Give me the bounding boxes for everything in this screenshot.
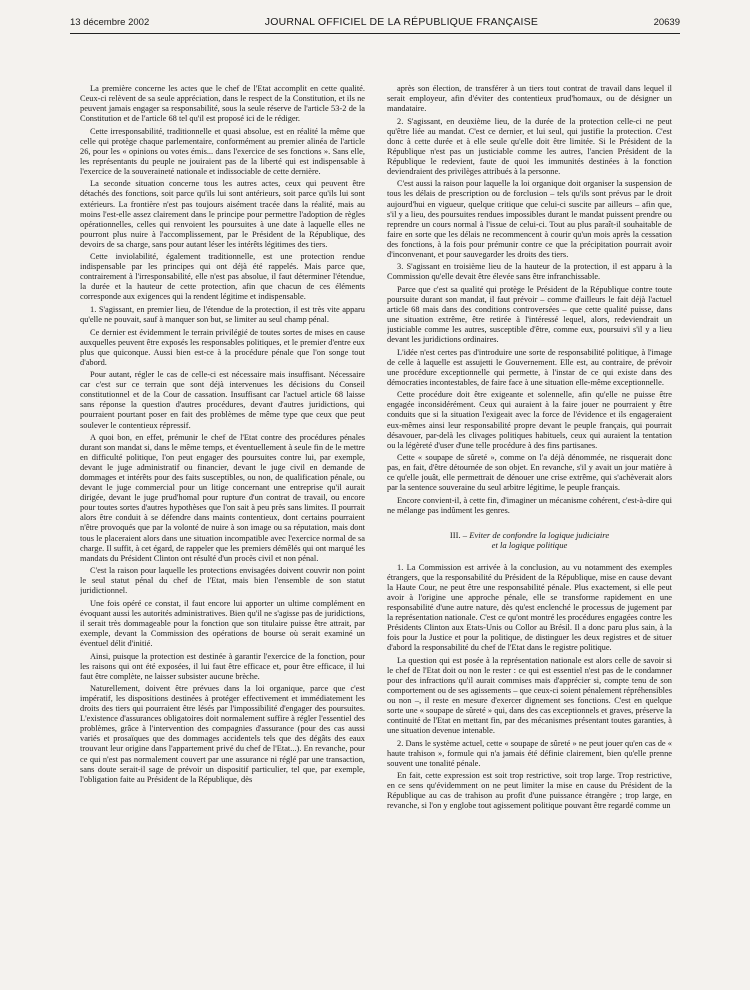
paragraph: La première concerne les actes que le chef de l'Etat accomplit en cette qualité. Ceux-ci relèvent de sa seule appréciation, dans le respect de la Constitution, et ils ne peuvent jamais engager sa responsabilité, sous la seule réserve de l'article 53-2 de la Constitution et de l'article 68 tel qu'il est proposé ici de le rédiger. — [80, 84, 365, 124]
section-number: III. – — [449, 529, 468, 540]
paragraph: En fait, cette expression est soit trop restrictive, soit trop large. Trop restrictive, en ce sens qu'évidemment on ne peut limiter la mise en cause du Président de la République au cas de trahison au profit d'une puissance étrangère ; trop large, en revanche, si l'on y englobe tout agissement politique pouvant être regardé comme un — [387, 771, 672, 811]
paragraph: Encore convient-il, à cette fin, d'imaginer un mécanisme cohérent, c'est-à-dire qui ne mélange pas indûment les genres. — [387, 495, 672, 515]
paragraph: Ce dernier est évidemment le terrain privilégié de toutes sortes de mises en cause auxquelles peuvent être exposés les responsables politiques, et le premier d'entre eux plus que quiconque. Aussi bien est-ce à la procédure pénale que l'on songe tout d'abord. — [80, 327, 365, 367]
page-number: 20639 — [653, 16, 680, 28]
body-columns — [80, 84, 672, 964]
paragraph: Parce que c'est sa qualité qui protège le Président de la République contre toute poursuite durant son mandat, il faut prévoir – comme d'ailleurs le fait déjà l'actuel article 68 mais dans des conditions controversées – que cette qualité puisse, dans une situation extrême, être retirée à l'intéressé lequel, alors, redeviendrait un justiciable comme les autres, susceptible d'être, comme eux, poursuivi s'il y a lieu devant les juridictions ordinaires. — [387, 284, 672, 345]
section-title-line1: Eviter de confondre la logique judiciaire — [469, 529, 610, 540]
paragraph: après son élection, de transférer à un tiers tout contrat de travail dans lequel il serait employeur, afin d'éviter des contentieux prud'homaux, ou de désigner un mandataire. — [387, 84, 672, 114]
paragraph: 2. Dans le système actuel, cette « soupape de sûreté » ne peut jouer qu'en cas de « haute trahison », formule qui n'a jamais été définie clairement, bien qu'elle prenne souvent une tonalité pénale. — [387, 738, 672, 768]
paragraph: La question qui est posée à la représentation nationale est alors celle de savoir si le chef de l'Etat doit ou non le rester : ce qui est essentiel n'est pas de le condamner pour des infractions qu'il aurait commises mais d'apprécier si, compte tenu de son comportement ou de ses agissements – que ceux-ci soient pénalement répréhensibles ou non –, il reste en mesure d'exercer dignement ses fonctions. C'est en quelque sorte une « soupape de sûreté » qui, dans des cas exceptionnels et graves, préserve la continuité de l'Etat en mettant fin, par des mécanismes présentant toutes garanties, à une situation devenue intenable. — [387, 655, 672, 735]
paragraph: C'est aussi la raison pour laquelle la loi organique doit organiser la suspension de tous les délais de prescription ou de forclusion – tels qu'ils sont prévus par le droit aujourd'hui en vigueur, quelque critique que celui-ci suscite par ailleurs – afin que, s'il y a lieu, des poursuites rendues impossibles durant le mandat puissent prendre ou reprendre un cours normal à l'issue de celui-ci. Tout au plus paraît-il souhaitable de faire en sorte que les délais ne recommencent à courir qu'un mois après la cessation des fonctions, à la fois pour prémunir contre ce que la précipitation pourrait avoir d'inconvenant, et pour sauvegarder les droits des tiers. — [387, 179, 672, 259]
section-heading — [387, 530, 672, 551]
paragraph: A quoi bon, en effet, prémunir le chef de l'Etat contre des procédures pénales durant son mandat si, dans le même temps, et éventuellement à seule fin de le mettre en difficulté politique, l'on peut engager des poursuites contre lui, par exemple, devant le juge administratif ou financier, devant le juge civil en demande de dommages et intérêts pour des faits susceptibles, ou non, de qualification pénale, ou devant le juge commercial pour un litige concernant une entreprise qu'il aurait dirigée, devant le juge prud'homal pour rupture d'un contrat de travail, ou encore pour toutes sortes d'autres hypothèses que l'on sait à peu près sans limites. Il pourrait alors être conduit à se défendre dans maints contentieux, dont certains pourraient n'être provoqués que par la volonté de nuire à son image ou sa réputation, mais dont tous le placeraient alors dans une situation incompatible avec l'exercice normal de sa charge. Il suffit, à cet égard, de rappeler que les premiers démêlés qui ont marqué les mandats du Président Clinton ont résulté d'un procès civil et non pénal. — [80, 433, 365, 563]
paragraph: 2. S'agissant, en deuxième lieu, de la durée de la protection celle-ci ne peut qu'être liée au mandat. C'est ce dernier, et lui seul, qui justifie la protection. C'est donc à cette durée et à elle seule qu'elle doit être limitée. Si le Président de la République n'est pas un justiciable comme les autres, l'ancien Président de la République le redevient, faute de quoi les immunités destinées à la fonction deviendraient des privilèges attribués à la personne. — [387, 116, 672, 176]
paragraph: Naturellement, doivent être prévues dans la loi organique, parce que c'est impératif, les dispositions destinées à protéger effectivement et immédiatement les droits des tiers qui pourraient être lésés par l'impossibilité d'engager des poursuites. L'existence d'assurances obligatoires doit normalement suffire à régler l'essentiel des problèmes, grâce à l'intervention des compagnies d'assurance (pour des cas aussi variés et prosaïques que des dommages accidentels tels que des dégâts des eaux trouvant leur origine dans l'appartement privé du chef de l'Etat...). En revanche, pour ce qui n'est pas normalement couvert par une assurance ni réglé par une transaction, sans doute serait-il sage de prévoir un dispositif particulier, tel que, par exemple, l'obligation faite au Président de la République, dès — [80, 684, 365, 784]
paragraph: Une fois opéré ce constat, il faut encore lui apporter un ultime complément en évoquant aussi les autorités administratives. Bien qu'il ne s'agisse pas de juridictions, il serait très dommageable pour la fonction que son titulaire puisse être attrait, par exemple, devant la Commission des opérations de bourse où serait examiné un éventuel délit d'initié. — [80, 598, 365, 648]
section-title-line2: et la logique politique — [491, 540, 568, 551]
left-column — [80, 84, 365, 964]
paragraph: L'idée n'est certes pas d'introduire une sorte de responsabilité politique, à l'image de celle à laquelle est assujetti le Gouvernement. Elle est, au contraire, de prévoir une procédure exceptionnelle qui permette, à l'instar de ce qui existe dans des démocraties incontestables, de faire face à une situation elle-même exceptionnelle. — [387, 347, 672, 387]
paragraph: Cette procédure doit être exigeante et solennelle, afin qu'elle ne puisse être engagée inconsidérément. Ceux qui auraient à la faire jouer ne pourraient y être conduits que si la situation l'exigeait avec la force de l'évidence et ils engageraient eux-mêmes ainsi leur responsabilité propre devant le peuple français, qui pourrait désavouer, par-delà les clivages politiques habituels, ceux qui auraient la tentation ou la légèreté d'user d'une telle procédure à des fins partisanes. — [387, 390, 672, 450]
paragraph: Ainsi, puisque la protection est destinée à garantir l'exercice de la fonction, pour les raisons qui ont été exposées, il lui faut être efficace et, pour être efficace, il lui faut être complète, ne laisser subsister aucune brèche. — [80, 651, 365, 681]
paragraph: 1. S'agissant, en premier lieu, de l'étendue de la protection, il est très vite apparu qu'elle ne pouvait, sauf à manquer son but, se limiter au seul champ pénal. — [80, 304, 365, 325]
header-rule — [70, 33, 680, 34]
paragraph: C'est la raison pour laquelle les protections envisagées doivent couvrir non point le seul statut pénal du chef de l'Etat, mais bien l'ensemble de son statut juridictionnel. — [80, 566, 365, 596]
paragraph: Cette « soupape de sûreté », comme on l'a déjà dénommée, ne risquerait donc pas, en fait, d'être détournée de son objet. En revanche, s'il y avait un jour matière à ce qu'elle jouât, elle permettrait de dénouer une crise extrême, qui s'achèverait alors par la sentence souveraine du seul arbitre légitime, le peuple français. — [387, 453, 672, 493]
paragraph: Cette irresponsabilité, traditionnelle et quasi absolue, est en réalité la même que celle qui protège chaque parlementaire, conformément au premier alinéa de l'article 26, pour les « opinions ou votes émis... dans l'exercice de ses fonctions ». Sans elle, les représentants du peuple ne jouiraient pas de la liberté qui est indispensable à l'exercice de la souveraineté nationale et indissociable de cette dernière. — [80, 126, 365, 176]
paragraph: 3. S'agissant en troisième lieu de la hauteur de la protection, il est apparu à la Commission qu'elle devait être élevée sans être infranchissable. — [387, 262, 672, 282]
paragraph: La seconde situation concerne tous les autres actes, ceux qui peuvent être détachés des fonctions, soit parce qu'ils lui sont antérieurs, soit parce qu'ils lui sont extérieurs. La frontière n'est pas toujours aisément tracée dans la réalité, mais au moins l'est-elle assez clairement dans le principe pour permettre l'adoption de règles opérationnelles, celles qui renvoient les poursuites à une date à laquelle elles ne pourront plus nuire à l'accomplissement, par le Président de la République, des devoirs de sa charge, sans pour autant léser les intérêts légitimes des tiers. — [80, 179, 365, 249]
paragraph: Pour autant, régler le cas de celle-ci est nécessaire mais insuffisant. Nécessaire car c'est sur ce terrain que sont déjà intervenues les décisions du Conseil constitutionnel et de la Cour de cassation. Insuffisant car l'actuel article 68 laisse sans réponse la question d'autres procédures, devant d'autres juridictions, qui pourraient pourtant poser en fait des problèmes de même type que ceux que peut soulever le contentieux répressif. — [80, 370, 365, 430]
paragraph: 1. La Commission est arrivée à la conclusion, au vu notamment des exemples étrangers, que la responsabilité du Président de la République, mise en cause devant la Haute Cour, ne peut être une responsabilité pénale. Plus exactement, si elle peut avoir à l'origine une approche pénale, elle se transforme rapidement en une responsabilité d'une autre nature, dès qu'est enclenché le processus de jugement par la représentation nationale. C'est ce qu'ont montré les procédures engagées contre les Présidents Clinton aux Etats-Unis ou Collor au Brésil. Il a donc paru plus sain, à la fois pour la Justice et pour la politique, de distinguer les deux registres et de situer d'abord la responsabilité du chef de l'Etat dans le registre politique. — [387, 562, 672, 653]
page-header — [70, 14, 680, 30]
right-column — [387, 84, 672, 964]
journal-title: JOURNAL OFFICIEL DE LA RÉPUBLIQUE FRANÇAISE — [264, 16, 539, 28]
issue-date: 13 décembre 2002 — [70, 16, 150, 28]
paragraph: Cette inviolabilité, également traditionnelle, est une protection rendue indispensable par les principes qui ont déjà été rappelés. Mais parce que, contrairement à l'irresponsabilité, elle n'est pas absolue, il faut déterminer l'étendue, la durée et la hauteur de cette protection, afin que chacun de ces éléments corresponde aux exigences qui la rendent légitime et indispensable. — [80, 252, 365, 302]
